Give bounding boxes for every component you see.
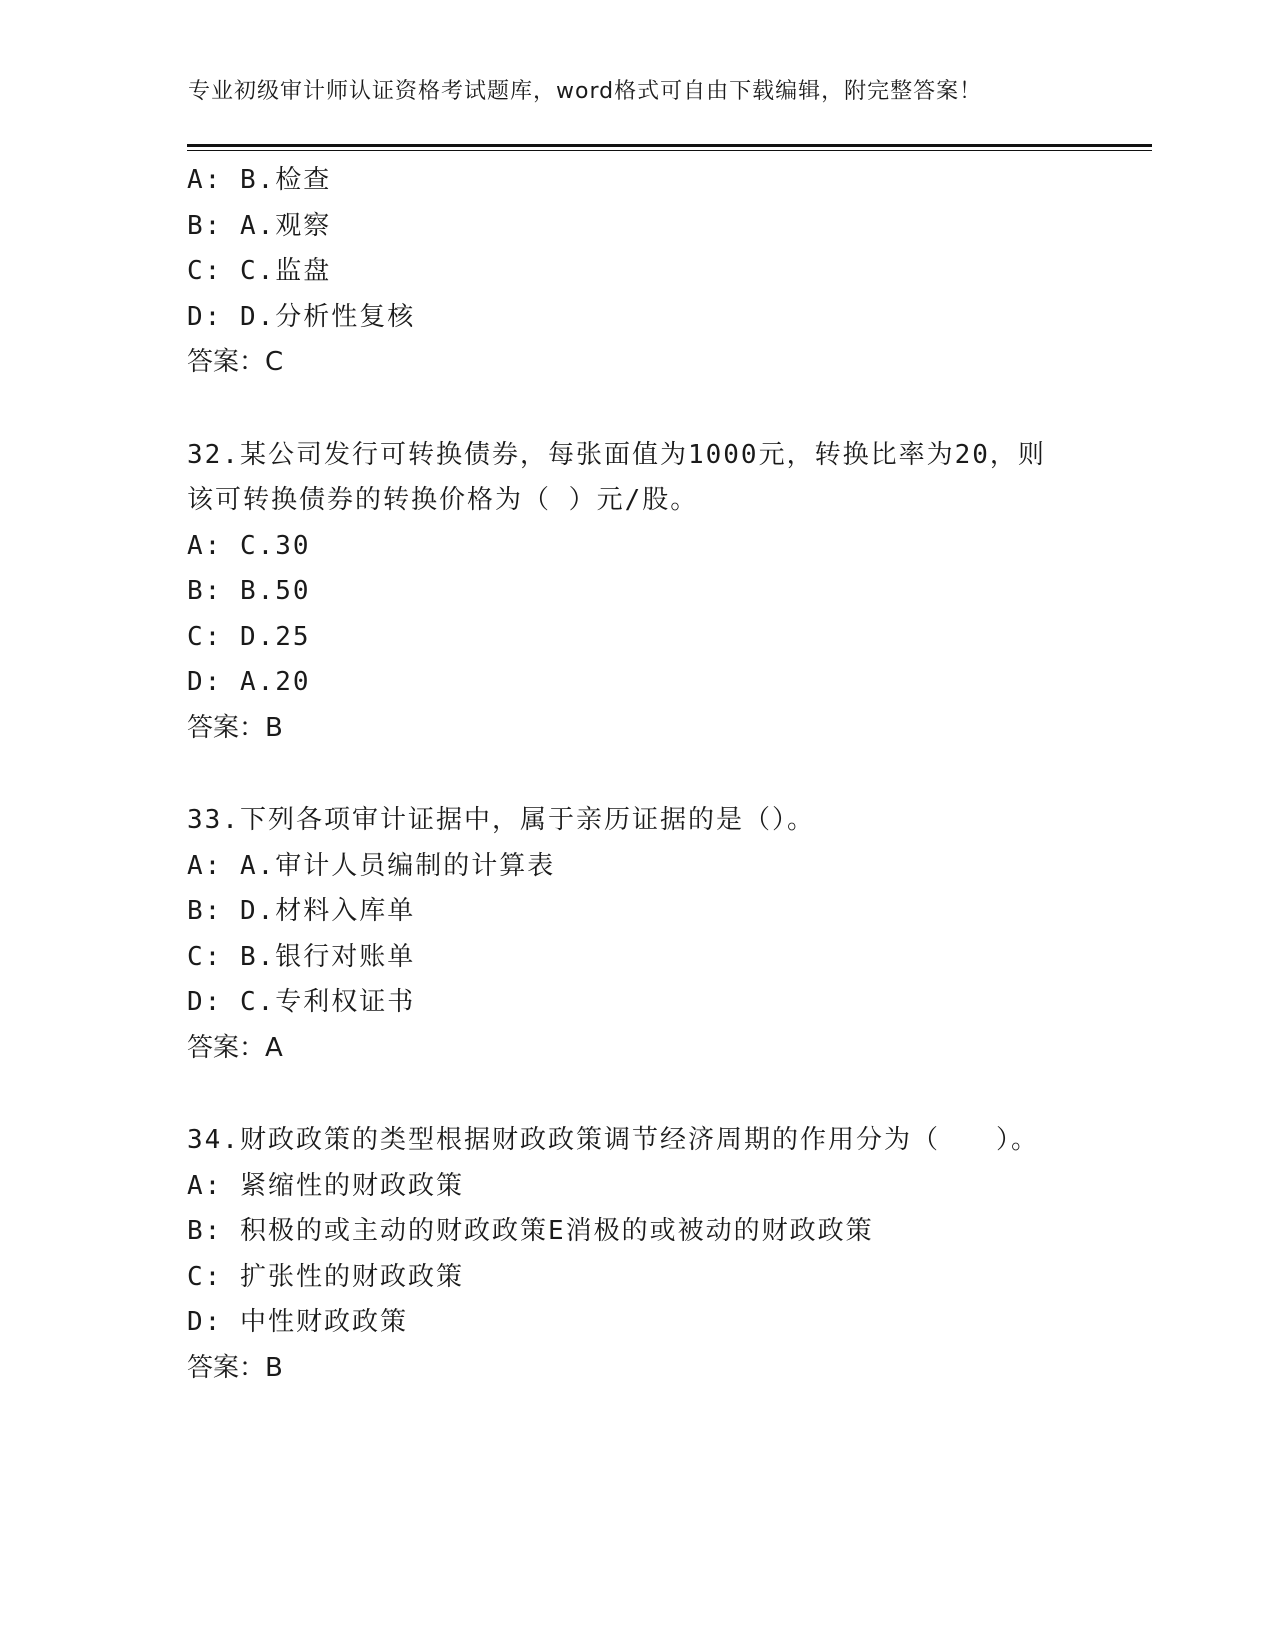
question-stem-line: 32.某公司发行可转换债券，每张面值为1000元，转换比率为20，则 (187, 439, 1046, 470)
header-rule-thin (187, 150, 1152, 151)
question-stem-line: 该可转换债券的转换价格为（ ）元/股。 (187, 485, 699, 515)
answer: 答案：B (187, 712, 283, 743)
question-34 (187, 1118, 1152, 1391)
page-header: 专业初级审计师认证资格考试题库，word格式可自由下载编辑，附完整答案！ (188, 79, 983, 104)
answer: 答案：B (187, 1352, 283, 1383)
spacer (187, 1071, 1152, 1118)
option-c: C: C.监盘 (187, 256, 332, 286)
spacer (187, 751, 1152, 798)
option-d: D: A.20 (187, 667, 311, 697)
option-d: D: D.分析性复核 (187, 301, 416, 332)
header-rule-thick (187, 144, 1152, 147)
option-d: D: C.专利权证书 (187, 987, 416, 1017)
question-stem-line: 33.下列各项审计证据中，属于亲历证据的是（）。 (187, 805, 815, 835)
option-d: D: 中性财政政策 (187, 1307, 408, 1337)
option-b: B: A.观察 (187, 210, 332, 241)
option-b: B: D.材料入库单 (187, 896, 416, 926)
spacer (187, 386, 1152, 433)
option-a: A: A.审计人员编制的计算表 (187, 850, 556, 881)
answer: 答案：A (187, 1032, 283, 1063)
option-c: C: D.25 (187, 621, 311, 652)
option-a: A: 紧缩性的财政政策 (187, 1170, 464, 1201)
question-33 (187, 798, 1152, 1071)
answer: 答案：C (187, 347, 284, 377)
option-c: C: 扩张性的财政政策 (187, 1261, 464, 1292)
option-b: B: B.50 (187, 576, 311, 606)
option-b: B: 积极的或主动的财政政策E消极的或被动的财政政策 (187, 1216, 874, 1246)
option-a: A: B.检查 (187, 165, 332, 195)
question-32 (187, 433, 1152, 752)
question-stem-line: 34.财政政策的类型根据财政政策调节经济周期的作用分为（ ）。 (187, 1125, 1039, 1155)
question-list (187, 158, 1152, 1391)
option-c: C: B.银行对账单 (187, 941, 416, 972)
option-a: A: C.30 (187, 530, 311, 561)
prev-question-block (187, 158, 1152, 386)
